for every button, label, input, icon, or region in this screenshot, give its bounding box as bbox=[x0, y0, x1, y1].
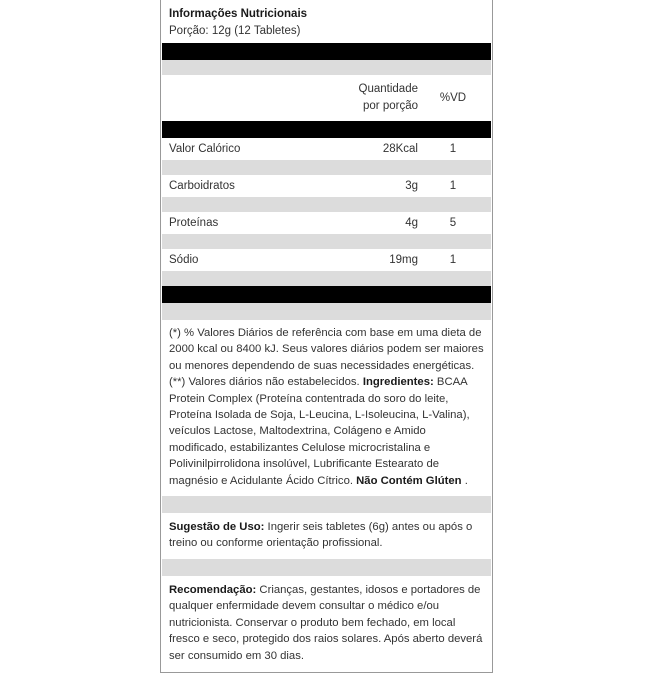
nutrient-percent: 1 bbox=[449, 143, 457, 155]
column-header-amount-line1: Quantidade bbox=[358, 83, 418, 95]
gluten-free-suffix: . bbox=[461, 474, 468, 487]
serving-size: Porção: 12g (12 Tabletes) bbox=[169, 25, 301, 37]
nutrition-facts-label bbox=[160, 0, 493, 673]
divider-gray-footnote bbox=[162, 303, 491, 320]
nutrient-amount: 3g bbox=[405, 180, 418, 192]
recommendation-text: Crianças, gestantes, idosos e portadores de qualquer enfermidade devem consultar o médico e/ou nutricionista. Conservar o produto bem fechado, em local fresco e seco, protegido dos raios solares. Após aberto deverá ser consumido em 30 dias. bbox=[169, 583, 483, 662]
nutrient-percent: 1 bbox=[449, 180, 457, 192]
column-header-percent: %VD bbox=[439, 92, 467, 104]
nutrient-name: Proteínas bbox=[169, 217, 219, 229]
usage-label: Sugestão de Uso: bbox=[169, 521, 265, 534]
column-header-amount-line2: por porção bbox=[363, 100, 418, 112]
ingredients-label: Ingredientes: bbox=[362, 376, 434, 389]
divider-thick-bottom bbox=[162, 286, 491, 303]
column-header-amount bbox=[298, 81, 418, 115]
recommendation-label: Recomendação: bbox=[169, 583, 257, 596]
recommendation-block bbox=[161, 576, 492, 672]
nutrient-amount: 4g bbox=[405, 217, 418, 229]
divider-gray-row-2 bbox=[162, 197, 491, 212]
divider-thick-headers bbox=[162, 121, 491, 138]
table-row bbox=[161, 138, 492, 160]
footnote-block bbox=[161, 320, 492, 496]
nutrient-name: Sódio bbox=[169, 254, 199, 266]
divider-gray-1 bbox=[162, 60, 491, 75]
table-column-headers bbox=[161, 75, 492, 121]
table-row bbox=[161, 212, 492, 234]
table-row bbox=[161, 249, 492, 271]
divider-gray-row-4 bbox=[162, 271, 491, 286]
ingredients-text: BCAA Protein Complex (Proteína contentrada do soro do leite, Proteína Isolada de Soja, L-Leucina, L-Isoleucina, L-Valina), veículos Lactose, Maltodextrina, Colágeno e Amido modificado, estabilizantes Celulose microcristalina e Polivinilpirrolidona insolúvel, Lubrificante Estearato de magnésio e Acidulante Ácido Cítrico. bbox=[169, 376, 470, 487]
nutrient-amount: 28Kcal bbox=[382, 143, 418, 155]
table-row bbox=[161, 175, 492, 197]
nutrient-name: Carboidratos bbox=[169, 180, 235, 192]
nutrient-percent: 1 bbox=[449, 254, 457, 266]
nutrient-amount: 19mg bbox=[389, 254, 418, 266]
usage-suggestion-block bbox=[161, 513, 492, 559]
nutrient-percent: 5 bbox=[449, 217, 457, 229]
divider-gray-row-3 bbox=[162, 234, 491, 249]
divider-gray-row-1 bbox=[162, 160, 491, 175]
gluten-free-label: Não Contém Glúten bbox=[356, 474, 462, 487]
divider-gray-usage bbox=[162, 496, 491, 513]
divider-gray-recommendation bbox=[162, 559, 491, 576]
page-title: Informações Nutricionais bbox=[169, 8, 308, 20]
label-header bbox=[161, 0, 492, 43]
usage-text: Ingerir seis tabletes (6g) antes ou após o treino ou conforme orientação profissional. bbox=[169, 521, 473, 550]
daily-values-note: (*) % Valores Diários de referência com base em uma dieta de 2000 kcal ou 8400 kJ. Seus valores diários podem ser maiores ou menores dependendo de suas necessidades energéticas. (**) Valores diários não estabelecidos. bbox=[169, 327, 484, 389]
nutrient-name: Valor Calórico bbox=[169, 143, 241, 155]
divider-thick-top bbox=[162, 43, 491, 60]
